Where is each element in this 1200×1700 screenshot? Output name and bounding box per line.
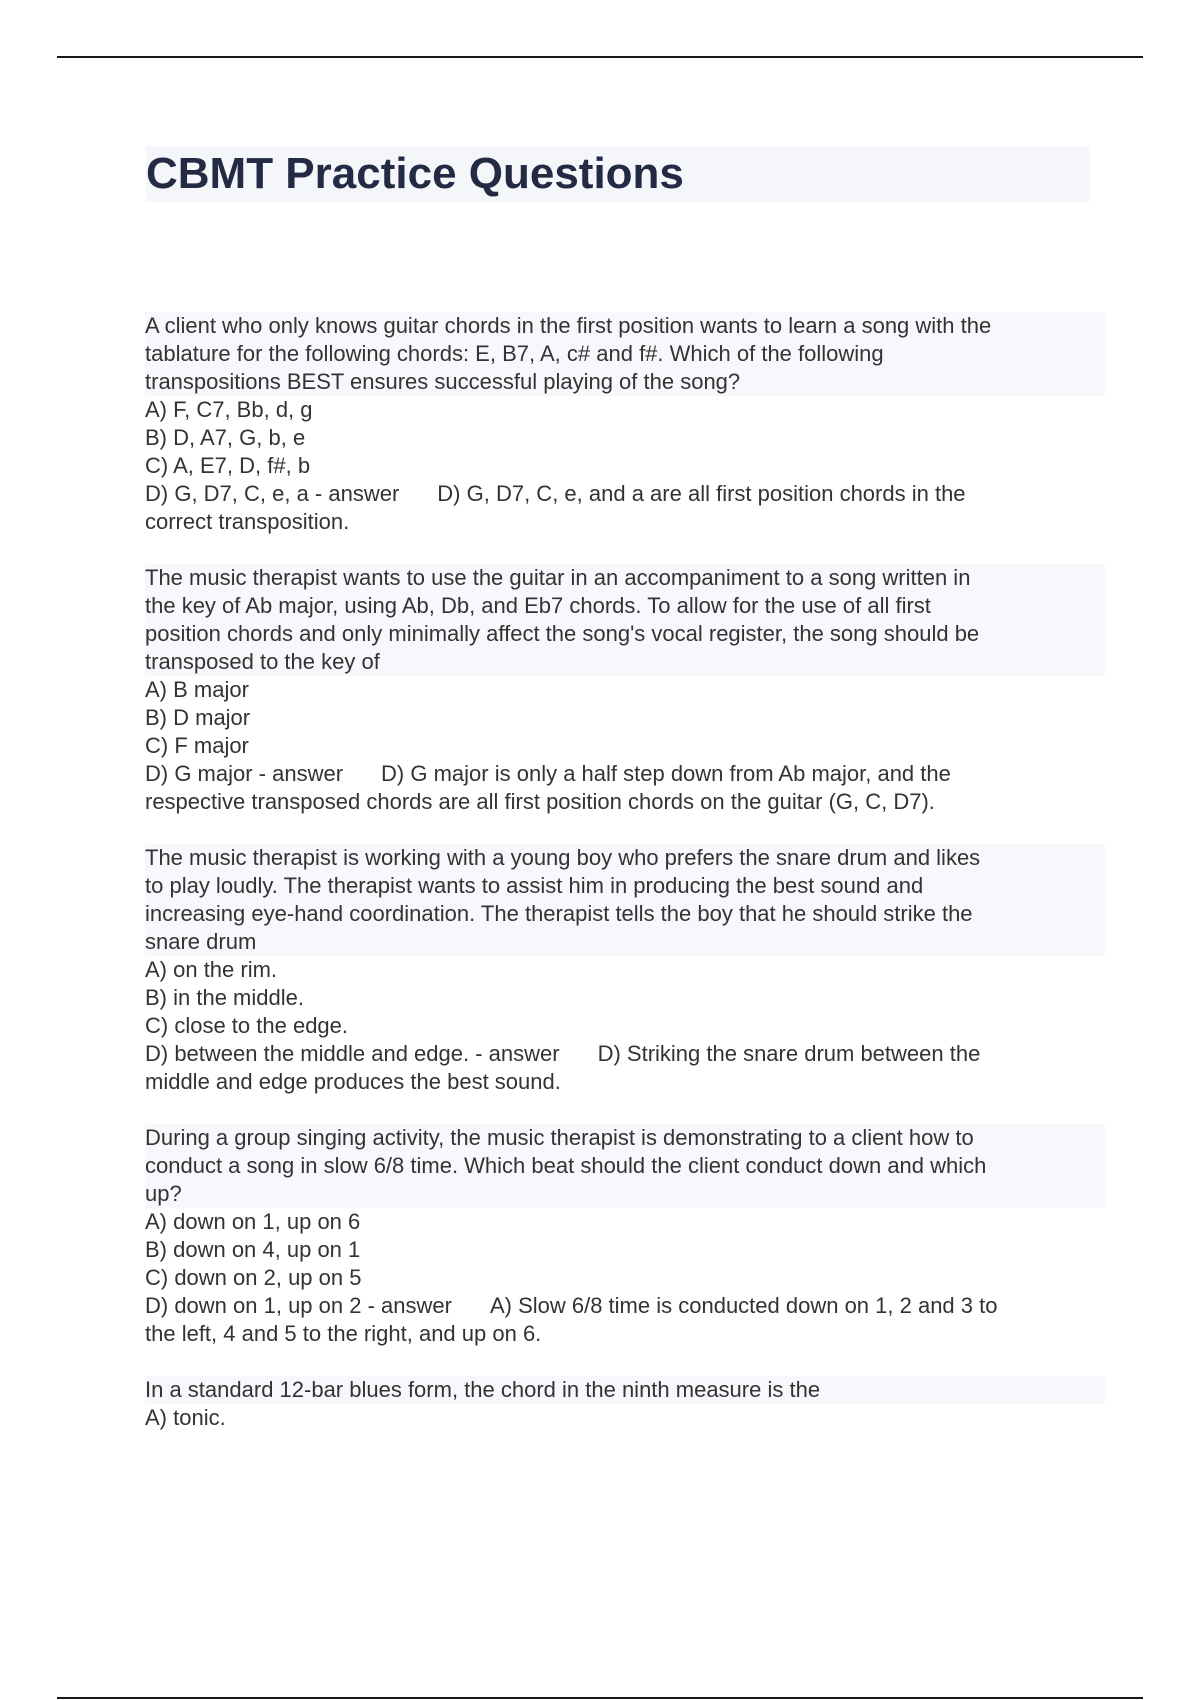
explanation-text: D) G major is only a half step down from Ab major, and the (381, 761, 951, 786)
question-stem-line: tablature for the following chords: E, B7, A, c# and f#. Which of the following (145, 340, 1105, 368)
question-stem-line: The music therapist wants to use the guitar in an accompaniment to a song written in (145, 564, 1105, 592)
questions-content (145, 312, 1105, 1460)
question-4 (145, 1124, 1105, 1348)
question-3 (145, 844, 1105, 1096)
answer-option: C) down on 2, up on 5 (145, 1265, 362, 1290)
top-rule (57, 56, 1143, 58)
question-stem-line: transposed to the key of (145, 648, 1105, 676)
answer-option: A) on the rim. (145, 957, 278, 982)
answer-option: B) D major (145, 705, 251, 730)
answer-option: C) F major (145, 733, 249, 758)
answer-option: A) down on 1, up on 6 (145, 1209, 361, 1234)
question-stem-line: position chords and only minimally affect the song's vocal register, the song should be (145, 620, 1105, 648)
question-stem-line: up? (145, 1180, 1105, 1208)
explanation-continued: correct transposition. (145, 509, 350, 534)
question-stem-line: In a standard 12-bar blues form, the chord in the ninth measure is the (145, 1376, 1105, 1404)
question-stem-line: A client who only knows guitar chords in the first position wants to learn a song with the (145, 312, 1105, 340)
explanation-continued: respective transposed chords are all first position chords on the guitar (G, C, D7). (145, 789, 935, 814)
explanation-text: A) Slow 6/8 time is conducted down on 1, 2 and 3 to (489, 1293, 998, 1318)
question-stem-line: snare drum (145, 928, 1105, 956)
explanation-continued: the left, 4 and 5 to the right, and up on 6. (145, 1321, 542, 1346)
question-1 (145, 312, 1105, 536)
correct-option: D) G major - answer (145, 761, 344, 786)
answer-line (145, 760, 1105, 788)
answer-line (145, 1040, 1105, 1068)
question-stem-line: During a group singing activity, the music therapist is demonstrating to a client how to (145, 1124, 1105, 1152)
explanation-text: D) Striking the snare drum between the (597, 1041, 981, 1066)
question-5 (145, 1376, 1105, 1432)
answer-line (145, 1292, 1105, 1320)
answer-option: A) F, C7, Bb, d, g (145, 397, 313, 422)
answer-option: B) in the middle. (145, 985, 304, 1010)
correct-option: D) down on 1, up on 2 - answer (145, 1293, 452, 1318)
question-2 (145, 564, 1105, 816)
answer-option: B) D, A7, G, b, e (145, 425, 306, 450)
answer-option: B) down on 4, up on 1 (145, 1237, 361, 1262)
question-stem-line: increasing eye-hand coordination. The therapist tells the boy that he should strike the (145, 900, 1105, 928)
bottom-rule (57, 1697, 1143, 1699)
question-stem-line: The music therapist is working with a young boy who prefers the snare drum and likes (145, 844, 1105, 872)
answer-option: C) close to the edge. (145, 1013, 349, 1038)
answer-option: A) tonic. (145, 1405, 226, 1430)
answer-line (145, 480, 1105, 508)
page-title: CBMT Practice Questions (146, 149, 684, 198)
correct-option: D) G, D7, C, e, a - answer (145, 481, 400, 506)
explanation-text: D) G, D7, C, e, and a are all first position chords in the (437, 481, 966, 506)
question-stem-line: conduct a song in slow 6/8 time. Which beat should the client conduct down and which (145, 1152, 1105, 1180)
answer-option: C) A, E7, D, f#, b (145, 453, 311, 478)
question-stem-line: transpositions BEST ensures successful playing of the song? (145, 368, 1105, 396)
correct-option: D) between the middle and edge. - answer (145, 1041, 560, 1066)
explanation-continued: middle and edge produces the best sound. (145, 1069, 561, 1094)
question-stem-line: the key of Ab major, using Ab, Db, and Eb7 chords. To allow for the use of all first (145, 592, 1105, 620)
question-stem-line: to play loudly. The therapist wants to assist him in producing the best sound and (145, 872, 1105, 900)
answer-option: A) B major (145, 677, 249, 702)
